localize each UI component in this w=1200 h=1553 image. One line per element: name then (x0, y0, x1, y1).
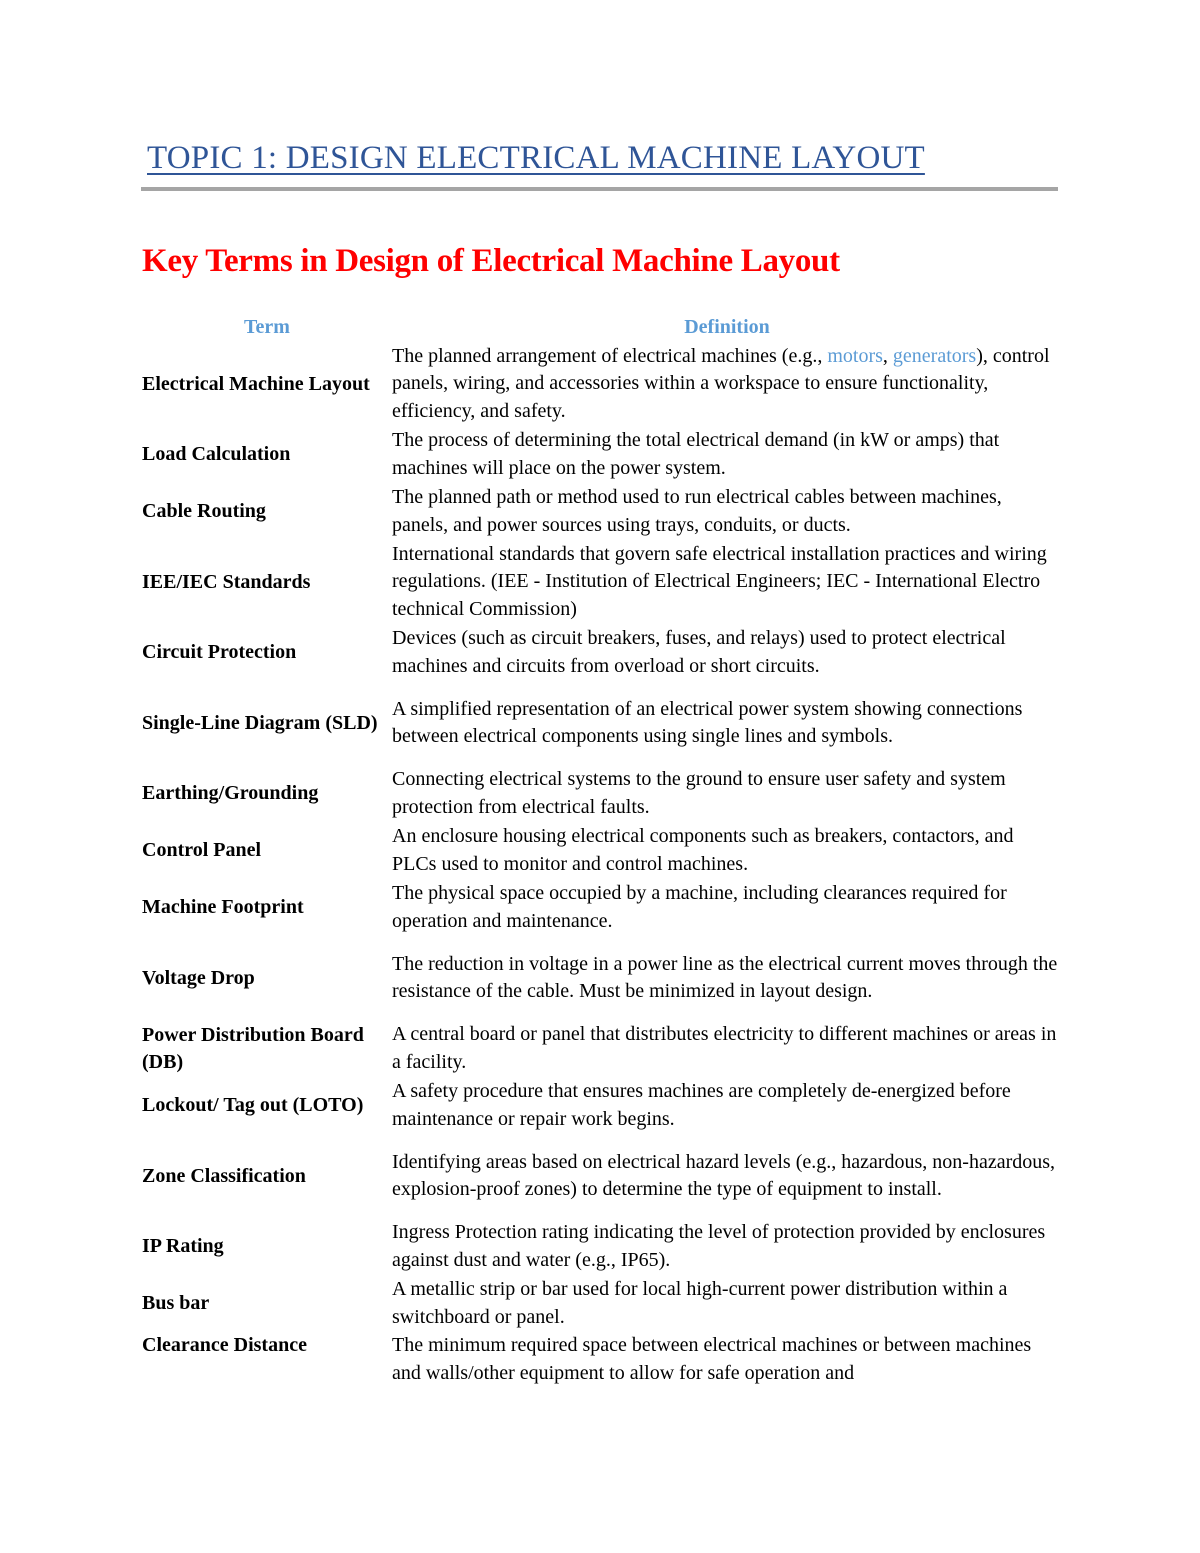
definition-text: ), control panels, wiring, and accessories within a workspace to ensure functionality, efficiency, and safety. (392, 344, 1050, 422)
term-cell: Electrical Machine Layout (142, 372, 370, 395)
definition-cell: International standards that govern safe electrical installation practices and wiring regulations. (IEE - Institution of Electrical Engineers; IEC - International Electro technical Commission) (392, 542, 1047, 620)
table-row (142, 483, 1062, 540)
definition-cell: Identifying areas based on electrical hazard levels (e.g., hazardous, non-hazardous, explosion-proof zones) to determine the type of equipment to install. (392, 1150, 1056, 1200)
table-row (142, 879, 1062, 936)
definition-cell: Connecting electrical systems to the ground to ensure user safety and system protection from electrical faults. (392, 768, 1006, 818)
section-heading: Key Terms in Design of Electrical Machine Layout (142, 243, 840, 279)
term-cell: Bus bar (142, 1292, 210, 1314)
table-row (142, 1332, 1062, 1389)
term-cell: Load Calculation (142, 443, 291, 465)
term-cell: Cable Routing (142, 500, 266, 522)
definition-cell: Ingress Protection rating indicating the level of protection provided by enclosures against dust and water (e.g., IP65). (392, 1221, 1046, 1271)
definition-text: The planned arrangement of electrical machines (e.g., (392, 344, 828, 367)
definition-cell (392, 343, 1062, 426)
definition-cell: The planned path or method used to run electrical cables between machines, panels, and power sources using trays, conduits, or ducts. (392, 486, 1002, 536)
definition-cell: The reduction in voltage in a power line as the electrical current moves through the resistance of the cable. Must be minimized in layout design. (392, 952, 1058, 1002)
table-row (142, 426, 1062, 483)
table-row (142, 1020, 1062, 1077)
table-row (142, 1134, 1062, 1218)
definition-cell: The physical space occupied by a machine, including clearances required for operation and maintenance. (392, 882, 1007, 932)
term-cell: Control Panel (142, 839, 262, 861)
term-cell: Circuit Protection (142, 641, 297, 663)
table-row (142, 765, 1062, 822)
term-cell: Clearance Distance (142, 1334, 307, 1356)
term-cell: Lockout/ Tag out (LOTO) (142, 1094, 364, 1116)
table-row (142, 681, 1062, 765)
table-row (142, 624, 1062, 681)
topic-title: TOPIC 1: DESIGN ELECTRICAL MACHINE LAYOUT (147, 140, 925, 176)
link-motors[interactable]: motors (827, 344, 883, 367)
term-cell: Zone Classification (142, 1164, 306, 1187)
key-terms-table (142, 312, 1062, 1389)
table-row (142, 342, 1062, 426)
definition-cell: The minimum required space between electrical machines or between machines and walls/other equipment to allow for safe operation and (392, 1334, 1032, 1384)
definition-cell: A simplified representation of an electrical power system showing connections between electrical components using single lines and symbols. (392, 697, 1023, 747)
column-header-term: Term (244, 315, 290, 338)
definition-text: , (882, 344, 893, 367)
title-divider (141, 187, 1058, 191)
table-row (142, 1275, 1062, 1332)
definition-cell: The process of determining the total electrical demand (in kW or amps) that machines will place on the power system. (392, 429, 1000, 479)
definition-cell: A safety procedure that ensures machines are completely de-energized before maintenance or repair work begins. (392, 1080, 1011, 1130)
term-cell: Earthing/Grounding (142, 782, 319, 804)
table-row (142, 936, 1062, 1020)
table-row (142, 1218, 1062, 1275)
definition-cell: A metallic strip or bar used for local high-current power distribution within a switchboard or panel. (392, 1278, 1008, 1328)
term-cell: Machine Footprint (142, 896, 304, 918)
term-cell: Voltage Drop (142, 966, 255, 989)
table-row (142, 540, 1062, 624)
table-row (142, 822, 1062, 879)
table-row (142, 1077, 1062, 1134)
definition-cell: Devices (such as circuit breakers, fuses, and relays) used to protect electrical machines and circuits from overload or short circuits. (392, 627, 1006, 677)
definition-cell: A central board or panel that distributes electricity to different machines or areas in a facility. (392, 1023, 1057, 1073)
term-cell: IEE/IEC Standards (142, 570, 311, 593)
term-cell: Single-Line Diagram (SLD) (142, 711, 378, 734)
term-cell: Power Distribution Board (DB) (142, 1023, 364, 1073)
column-header-definition: Definition (684, 315, 770, 338)
link-generators[interactable]: generators (892, 344, 977, 367)
table-header-row (142, 312, 1062, 342)
definition-cell: An enclosure housing electrical components such as breakers, contactors, and PLCs used to monitor and control machines. (392, 825, 1014, 875)
term-cell: IP Rating (142, 1235, 224, 1257)
